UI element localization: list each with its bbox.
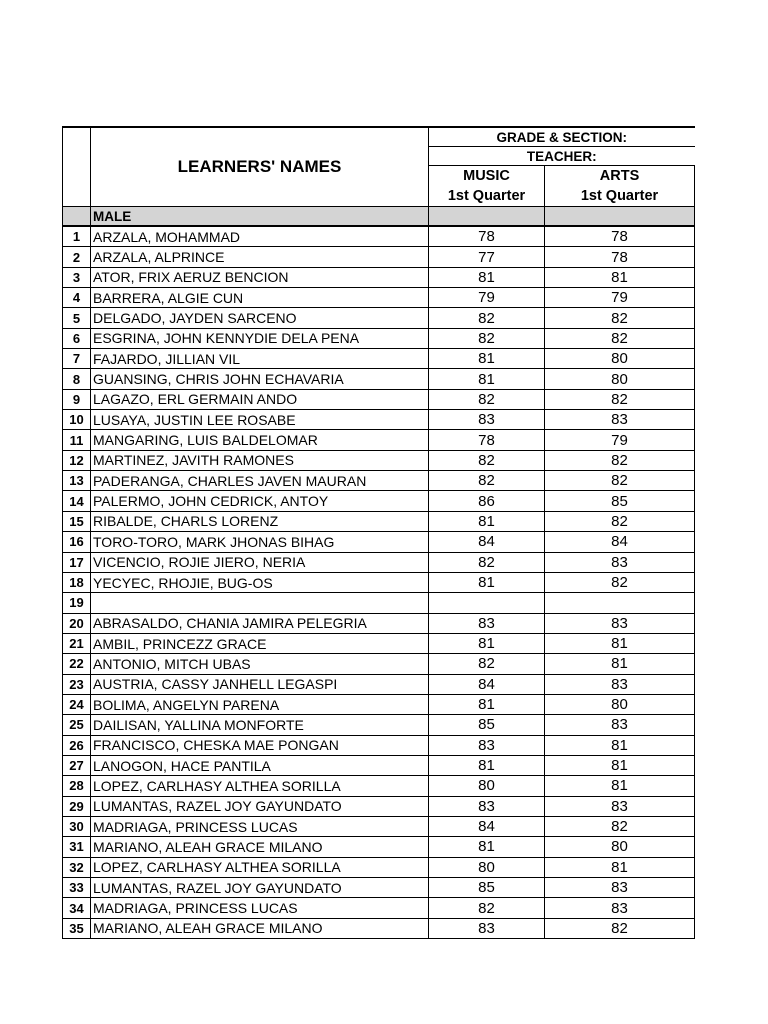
arts-grade: 78 — [545, 226, 695, 247]
learner-name: LUMANTAS, RAZEL JOY GAYUNDATO — [91, 878, 429, 898]
row-number: 30 — [63, 816, 91, 836]
arts-grade: 84 — [545, 532, 695, 552]
learners-names-header: LEARNERS' NAMES — [91, 127, 429, 207]
row-number: 2 — [63, 247, 91, 267]
table-row — [63, 654, 695, 674]
arts-grade: 83 — [545, 552, 695, 572]
arts-grade: 78 — [545, 247, 695, 267]
music-grade: 81 — [429, 694, 545, 714]
music-grade: 78 — [429, 430, 545, 450]
learner-name: DAILISAN, YALLINA MONFORTE — [91, 715, 429, 735]
table-row — [63, 328, 695, 348]
music-grade: 83 — [429, 918, 545, 938]
arts-grade: 80 — [545, 837, 695, 857]
arts-grade: 81 — [545, 735, 695, 755]
grade-table — [62, 126, 695, 939]
table-row — [63, 369, 695, 389]
row-number: 6 — [63, 328, 91, 348]
table-row — [63, 471, 695, 491]
table-row — [63, 898, 695, 918]
arts-grade: 83 — [545, 878, 695, 898]
section-label-male: MALE — [91, 207, 429, 227]
table-row — [63, 349, 695, 369]
section-music-cell — [429, 207, 545, 227]
arts-grade: 82 — [545, 816, 695, 836]
table-row — [63, 878, 695, 898]
table-row — [63, 430, 695, 450]
arts-grade: 82 — [545, 918, 695, 938]
arts-grade: 82 — [545, 511, 695, 531]
arts-grade: 82 — [545, 389, 695, 409]
music-grade: 81 — [429, 349, 545, 369]
arts-grade: 83 — [545, 410, 695, 430]
table-row — [63, 674, 695, 694]
learner-name: ANTONIO, MITCH UBAS — [91, 654, 429, 674]
learner-name: FAJARDO, JILLIAN VIL — [91, 349, 429, 369]
learner-name: LOPEZ, CARLHASY ALTHEA SORILLA — [91, 776, 429, 796]
learner-name: MARIANO, ALEAH GRACE MILANO — [91, 918, 429, 938]
row-number: 4 — [63, 288, 91, 308]
music-grade: 82 — [429, 471, 545, 491]
row-number: 3 — [63, 267, 91, 287]
music-grade: 80 — [429, 776, 545, 796]
table-row — [63, 918, 695, 938]
arts-grade: 81 — [545, 857, 695, 877]
table-row — [63, 715, 695, 735]
table-row — [63, 755, 695, 775]
row-number: 31 — [63, 837, 91, 857]
arts-grade: 83 — [545, 898, 695, 918]
music-grade: 82 — [429, 450, 545, 470]
music-grade: 81 — [429, 572, 545, 592]
learner-name: FRANCISCO, CHESKA MAE PONGAN — [91, 735, 429, 755]
row-number: 13 — [63, 471, 91, 491]
row-number: 11 — [63, 430, 91, 450]
row-number: 5 — [63, 308, 91, 328]
row-number: 26 — [63, 735, 91, 755]
learner-name: RIBALDE, CHARLS LORENZ — [91, 511, 429, 531]
music-grade: 81 — [429, 369, 545, 389]
music-grade: 81 — [429, 755, 545, 775]
learner-name: MANGARING, LUIS BALDELOMAR — [91, 430, 429, 450]
music-grade: 81 — [429, 267, 545, 287]
music-grade: 81 — [429, 837, 545, 857]
row-number: 8 — [63, 369, 91, 389]
number-header-cell — [63, 127, 91, 207]
music-grade: 82 — [429, 654, 545, 674]
learner-name: MARIANO, ALEAH GRACE MILANO — [91, 837, 429, 857]
music-grade: 79 — [429, 288, 545, 308]
arts-grade: 79 — [545, 288, 695, 308]
arts-grade: 79 — [545, 430, 695, 450]
arts-grade: 82 — [545, 572, 695, 592]
table-row — [63, 389, 695, 409]
arts-quarter-header: 1st Quarter — [545, 186, 695, 207]
learner-name: DELGADO, JAYDEN SARCENO — [91, 308, 429, 328]
row-number: 22 — [63, 654, 91, 674]
row-number: 29 — [63, 796, 91, 816]
table-row — [63, 633, 695, 653]
row-number: 15 — [63, 511, 91, 531]
arts-grade: 83 — [545, 674, 695, 694]
learner-name: LAGAZO, ERL GERMAIN ANDO — [91, 389, 429, 409]
learner-name: MADRIAGA, PRINCESS LUCAS — [91, 816, 429, 836]
arts-grade: 80 — [545, 349, 695, 369]
music-grade: 82 — [429, 389, 545, 409]
music-grade: 80 — [429, 857, 545, 877]
row-number: 27 — [63, 755, 91, 775]
row-number: 16 — [63, 532, 91, 552]
learner-name: TORO-TORO, MARK JHONAS BIHAG — [91, 532, 429, 552]
table-row — [63, 308, 695, 328]
table-row — [63, 694, 695, 714]
music-subject-header: MUSIC — [429, 166, 545, 187]
table-row — [63, 837, 695, 857]
table-row — [63, 593, 695, 613]
music-quarter-header: 1st Quarter — [429, 186, 545, 207]
arts-grade: 80 — [545, 694, 695, 714]
arts-subject-header: ARTS — [545, 166, 695, 187]
table-row — [63, 410, 695, 430]
music-grade: 83 — [429, 410, 545, 430]
row-number: 28 — [63, 776, 91, 796]
row-number: 10 — [63, 410, 91, 430]
table-row — [63, 288, 695, 308]
section-arts-cell — [545, 207, 695, 227]
music-grade: 77 — [429, 247, 545, 267]
music-grade: 83 — [429, 735, 545, 755]
row-number: 17 — [63, 552, 91, 572]
music-grade: 82 — [429, 898, 545, 918]
teacher-label: TEACHER: — [429, 147, 695, 166]
arts-grade: 82 — [545, 328, 695, 348]
row-number: 7 — [63, 349, 91, 369]
arts-grade: 81 — [545, 755, 695, 775]
table-row — [63, 776, 695, 796]
learner-name: VICENCIO, ROJIE JIERO, NERIA — [91, 552, 429, 572]
arts-grade: 81 — [545, 654, 695, 674]
table-row — [63, 552, 695, 572]
music-grade: 82 — [429, 308, 545, 328]
arts-grade: 82 — [545, 471, 695, 491]
music-grade: 84 — [429, 816, 545, 836]
learner-name: BOLIMA, ANGELYN PARENA — [91, 694, 429, 714]
table-row — [63, 532, 695, 552]
music-grade: 81 — [429, 633, 545, 653]
table-row — [63, 857, 695, 877]
music-grade: 84 — [429, 532, 545, 552]
table-row — [63, 796, 695, 816]
section-number-cell — [63, 207, 91, 227]
music-grade: 82 — [429, 552, 545, 572]
table-row — [63, 450, 695, 470]
row-number: 20 — [63, 613, 91, 633]
learner-name: LUMANTAS, RAZEL JOY GAYUNDATO — [91, 796, 429, 816]
music-grade: 83 — [429, 796, 545, 816]
music-grade: 83 — [429, 613, 545, 633]
learner-name: ARZALA, ALPRINCE — [91, 247, 429, 267]
music-grade: 85 — [429, 715, 545, 735]
table-row — [63, 511, 695, 531]
row-number: 9 — [63, 389, 91, 409]
row-number: 35 — [63, 918, 91, 938]
arts-grade: 83 — [545, 796, 695, 816]
learner-name: MADRIAGA, PRINCESS LUCAS — [91, 898, 429, 918]
table-row — [63, 247, 695, 267]
table-row — [63, 572, 695, 592]
arts-grade: 81 — [545, 267, 695, 287]
row-number: 1 — [63, 226, 91, 247]
row-number: 14 — [63, 491, 91, 511]
row-number: 18 — [63, 572, 91, 592]
learner-name — [91, 593, 429, 613]
learner-name: BARRERA, ALGIE CUN — [91, 288, 429, 308]
table-row — [63, 267, 695, 287]
arts-grade: 85 — [545, 491, 695, 511]
learner-name: LOPEZ, CARLHASY ALTHEA SORILLA — [91, 857, 429, 877]
table-row — [63, 226, 695, 247]
arts-grade: 82 — [545, 450, 695, 470]
section-row-male — [63, 207, 695, 227]
row-number: 19 — [63, 593, 91, 613]
arts-grade: 83 — [545, 715, 695, 735]
learner-name: MARTINEZ, JAVITH RAMONES — [91, 450, 429, 470]
row-number: 33 — [63, 878, 91, 898]
arts-grade — [545, 593, 695, 613]
arts-grade: 80 — [545, 369, 695, 389]
arts-grade: 81 — [545, 776, 695, 796]
table-row — [63, 735, 695, 755]
learner-name: ATOR, FRIX AERUZ BENCION — [91, 267, 429, 287]
table-row — [63, 491, 695, 511]
learner-name: AMBIL, PRINCEZZ GRACE — [91, 633, 429, 653]
table-row — [63, 816, 695, 836]
music-grade: 84 — [429, 674, 545, 694]
learner-name: AUSTRIA, CASSY JANHELL LEGASPI — [91, 674, 429, 694]
grade-section-label: GRADE & SECTION: — [429, 127, 695, 147]
arts-grade: 83 — [545, 613, 695, 633]
learner-name: ABRASALDO, CHANIA JAMIRA PELEGRIA — [91, 613, 429, 633]
music-grade: 81 — [429, 511, 545, 531]
row-number: 12 — [63, 450, 91, 470]
music-grade: 78 — [429, 226, 545, 247]
learner-name: PADERANGA, CHARLES JAVEN MAURAN — [91, 471, 429, 491]
music-grade — [429, 593, 545, 613]
row-number: 23 — [63, 674, 91, 694]
music-grade: 85 — [429, 878, 545, 898]
row-number: 25 — [63, 715, 91, 735]
learner-name: LANOGON, HACE PANTILA — [91, 755, 429, 775]
table-row — [63, 613, 695, 633]
row-number: 32 — [63, 857, 91, 877]
learner-name: ARZALA, MOHAMMAD — [91, 226, 429, 247]
row-number: 24 — [63, 694, 91, 714]
music-grade: 82 — [429, 328, 545, 348]
music-grade: 86 — [429, 491, 545, 511]
learner-name: PALERMO, JOHN CEDRICK, ANTOY — [91, 491, 429, 511]
arts-grade: 81 — [545, 633, 695, 653]
learner-name: LUSAYA, JUSTIN LEE ROSABE — [91, 410, 429, 430]
learner-name: GUANSING, CHRIS JOHN ECHAVARIA — [91, 369, 429, 389]
row-number: 21 — [63, 633, 91, 653]
learner-name: ESGRINA, JOHN KENNYDIE DELA PENA — [91, 328, 429, 348]
row-number: 34 — [63, 898, 91, 918]
learner-name: YECYEC, RHOJIE, BUG-OS — [91, 572, 429, 592]
arts-grade: 82 — [545, 308, 695, 328]
